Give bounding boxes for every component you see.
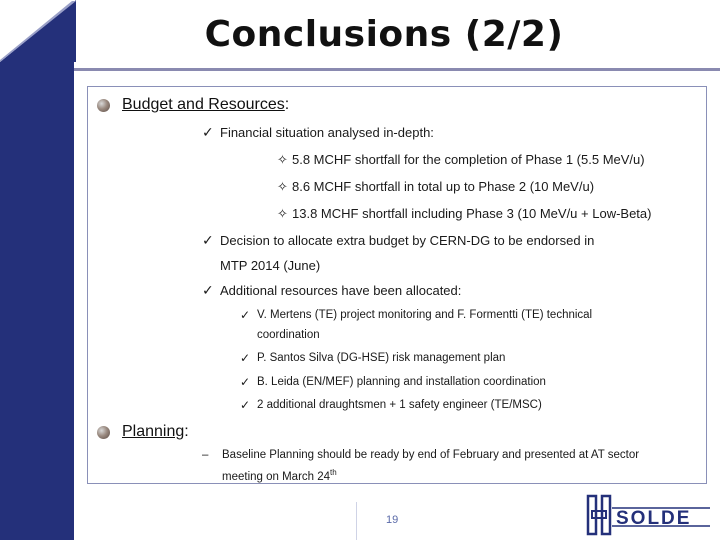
list-item-text: Additional resources have been allocated: <box>220 283 462 298</box>
budget-heading-colon: : <box>284 96 290 113</box>
checkmark-icon: ✓ <box>202 232 214 248</box>
list-item-text: P. Santos Silva (DG-HSE) risk management plan <box>257 352 506 364</box>
checkmark-icon: ✓ <box>202 282 214 298</box>
decision-line-2: MTP 2014 (June) <box>220 258 321 273</box>
budget-heading <box>97 96 289 114</box>
list-item-text <box>257 305 592 345</box>
list-item-shortfall <box>277 152 645 168</box>
footer-divider <box>356 502 357 540</box>
list-item-planning <box>202 447 639 486</box>
list-item-allocation <box>240 372 546 392</box>
list-item-additional <box>202 278 461 303</box>
list-item-allocation <box>240 395 542 415</box>
planning-line-2: meeting on March 24 <box>222 470 331 483</box>
hie-isolde-logo <box>586 494 714 536</box>
sidebar-bar <box>0 62 74 540</box>
list-item-shortfall <box>277 179 594 195</box>
list-item-text: 8.6 MCHF shortfall in total up to Phase 2 (10 MeV/u) <box>292 179 595 194</box>
list-item-shortfall <box>277 206 651 222</box>
page-number: 19 <box>386 514 399 526</box>
slide-title: Conclusions (2/2) <box>204 14 564 55</box>
list-item-text: Financial situation analysed in-depth: <box>220 125 434 140</box>
list-item-allocation <box>240 348 505 368</box>
bullet-ball-icon <box>97 426 110 439</box>
planning-line-1: Baseline Planning should be ready by end of February and presented at AT sector <box>222 449 640 461</box>
checkmark-icon: ✓ <box>240 398 251 412</box>
checkmark-icon: ✓ <box>240 375 251 389</box>
list-item-text: 5.8 MCHF shortfall for the completion of Phase 1 (5.5 MeV/u) <box>292 152 645 167</box>
planning-heading <box>97 423 189 441</box>
list-item-text: B. Leida (EN/MEF) planning and installation coordination <box>257 376 546 388</box>
diamond-star-icon: ✧ <box>277 206 288 221</box>
svg-text:SOLDE: SOLDE <box>616 508 692 529</box>
checkmark-icon: ✓ <box>240 308 251 322</box>
allocation-line-1: V. Mertens (TE) project monitoring and F. Formentti (TE) technical <box>257 309 593 321</box>
title-divider <box>74 68 720 71</box>
superscript-th: th <box>330 468 337 477</box>
budget-heading-label: Budget and Resources <box>122 96 285 113</box>
planning-heading-colon: : <box>184 423 189 440</box>
list-item-allocation <box>240 305 592 345</box>
list-item-text: 13.8 MCHF shortfall including Phase 3 (10 MeV/u + Low-Beta) <box>292 206 652 221</box>
diamond-star-icon: ✧ <box>277 152 288 167</box>
checkmark-icon: ✓ <box>240 351 251 365</box>
list-item-text: 2 additional draughtsmen + 1 safety engineer (TE/MSC) <box>257 399 542 411</box>
planning-heading-label: Planning <box>122 423 185 440</box>
list-item-text <box>222 447 639 486</box>
bullet-ball-icon <box>97 99 110 112</box>
allocation-line-2: coordination <box>257 329 320 341</box>
list-item-text <box>220 228 594 278</box>
dash-marker: – <box>202 449 209 461</box>
decision-line-1: Decision to allocate extra budget by CERN-DG to be endorsed in <box>220 233 595 248</box>
diamond-star-icon: ✧ <box>277 179 288 194</box>
list-item-decision <box>202 228 594 278</box>
checkmark-icon: ✓ <box>202 124 214 140</box>
list-item-financial <box>202 120 434 145</box>
